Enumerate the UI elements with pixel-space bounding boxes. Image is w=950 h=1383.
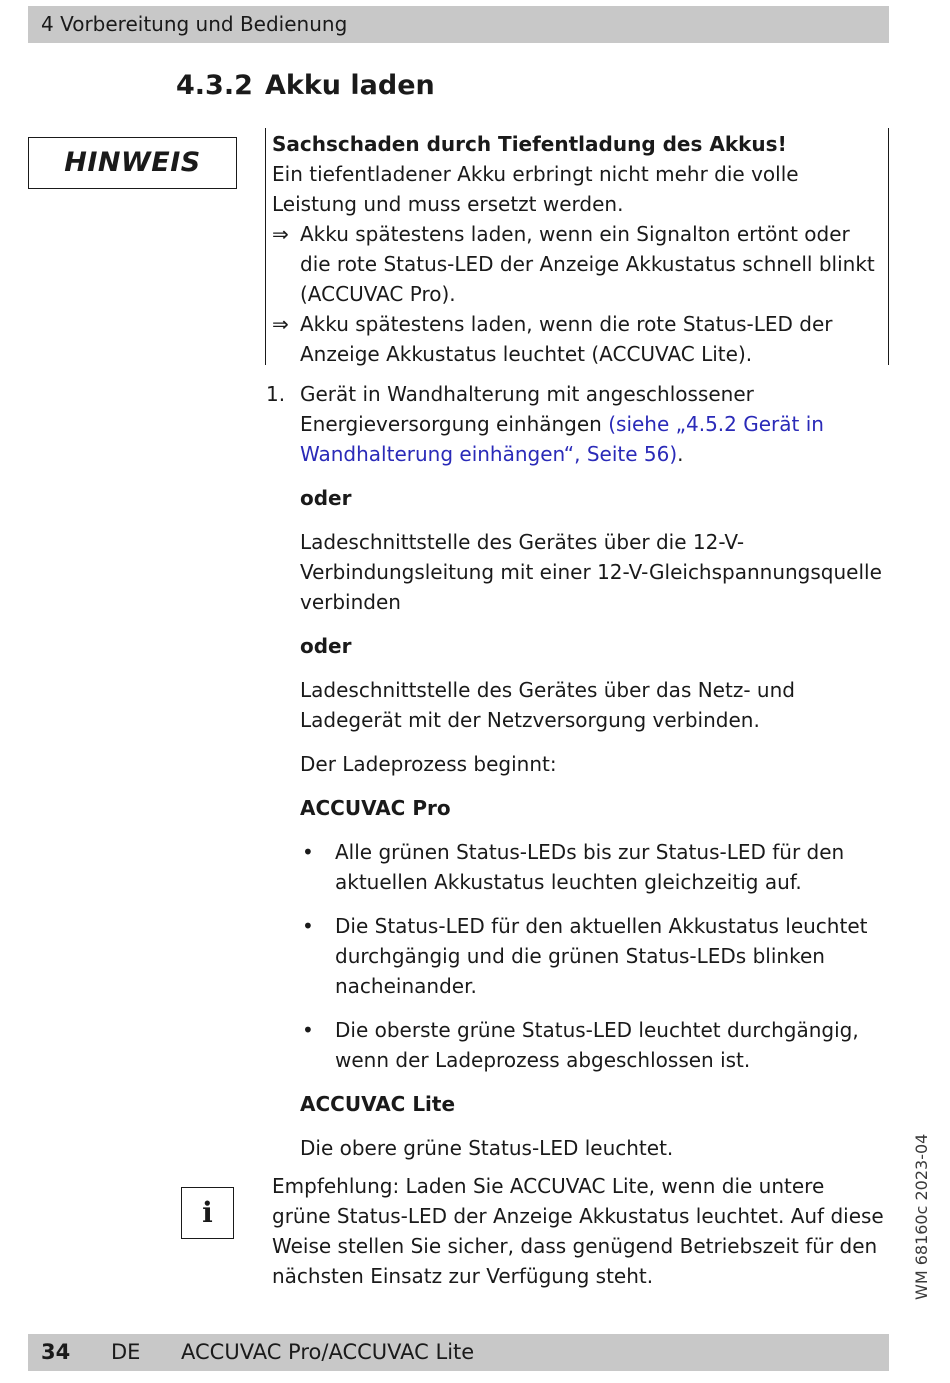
bullet-icon: •: [302, 1018, 314, 1042]
page-footer: [28, 1334, 889, 1371]
section-title: Akku laden: [265, 70, 435, 101]
lite-heading: ACCUVAC Lite: [300, 1092, 456, 1116]
notice-label-box: [28, 137, 237, 189]
bullet-icon: •: [302, 914, 314, 938]
or-label: oder: [300, 486, 352, 510]
notice-item-text: Akku spätestens laden, wenn die rote Status-LED der Anzeige Akkustatus leuchtet (ACCUVAC Lite).: [300, 312, 833, 366]
arrow-icon: ⇒: [272, 222, 289, 246]
section-number: 4.3.2: [176, 70, 253, 101]
section-heading: [176, 66, 435, 106]
language-code: DE: [111, 1340, 141, 1364]
step-period: .: [677, 442, 684, 466]
notice-text: Ein tiefentladener Akku erbringt nicht mehr die volle Leistung und muss ersetzt werden.: [272, 162, 799, 216]
arrow-icon: ⇒: [272, 312, 289, 336]
pro-heading: ACCUVAC Pro: [300, 796, 451, 820]
page-header: [28, 6, 889, 43]
info-symbol: i: [202, 1196, 213, 1229]
step-1: [266, 379, 891, 469]
notice-title: Sachschaden durch Tiefentladung des Akkus!: [272, 132, 787, 156]
bullet-icon: •: [302, 840, 314, 864]
product-name: ACCUVAC Pro/ACCUVAC Lite: [181, 1340, 475, 1364]
list-item-text: Die oberste grüne Status-LED leuchtet durchgängig, wenn der Ladeprozess abgeschlossen ist.: [335, 1018, 859, 1072]
or-label: oder: [300, 634, 352, 658]
cross-reference-link[interactable]: (siehe „4.5.2 Gerät in Wandhalterung einhängen“, Seite 56): [300, 412, 824, 466]
alternative-text: Ladeschnittstelle des Gerätes über das Netz- und Ladegerät mit der Netzversorgung verbinden.: [300, 678, 795, 732]
process-start-text: Der Ladeprozess beginnt:: [300, 752, 557, 776]
lite-text: Die obere grüne Status-LED leuchtet.: [300, 1136, 674, 1160]
document-code: WM 68160c 2023-04: [912, 1133, 931, 1300]
list-item: [300, 837, 891, 897]
info-text: Empfehlung: Laden Sie ACCUVAC Lite, wenn die untere grüne Status-LED der Anzeige Akkustatus leuchtet. Auf diese Weise stellen Sie sicher, dass genügend Betriebszeit für den nächsten Einsatz zur Verfügung steht.: [272, 1174, 884, 1288]
notice-block: [265, 128, 889, 365]
list-item: [300, 911, 891, 1001]
list-item-text: Die Status-LED für den aktuellen Akkustatus leuchtet durchgängig und die grünen Status-LEDs blinken nacheinander.: [335, 914, 868, 998]
step-text: Gerät in Wandhalterung mit angeschlossener Energieversorgung einhängen: [300, 382, 754, 436]
notice-item: [272, 309, 882, 369]
list-item: [300, 1015, 891, 1075]
notice-item: [272, 219, 882, 309]
alternative-text: Ladeschnittstelle des Gerätes über die 12-V-Verbindungsleitung mit einer 12-V-Gleichspannungsquelle verbinden: [300, 530, 882, 614]
main-content: [266, 379, 891, 1177]
list-item-text: Alle grünen Status-LEDs bis zur Status-LED für den aktuellen Akkustatus leuchten gleichzeitig auf.: [335, 840, 845, 894]
step-number: 1.: [266, 382, 286, 406]
notice-item-text: Akku spätestens laden, wenn ein Signalton ertönt oder die rote Status-LED der Anzeige Akkustatus schnell blinkt (ACCUVAC Pro).: [300, 222, 875, 306]
info-icon: [181, 1187, 234, 1239]
notice-label: HINWEIS: [64, 147, 201, 178]
page-number: 34: [41, 1340, 71, 1364]
chapter-title: 4 Vorbereitung und Bedienung: [41, 12, 348, 36]
